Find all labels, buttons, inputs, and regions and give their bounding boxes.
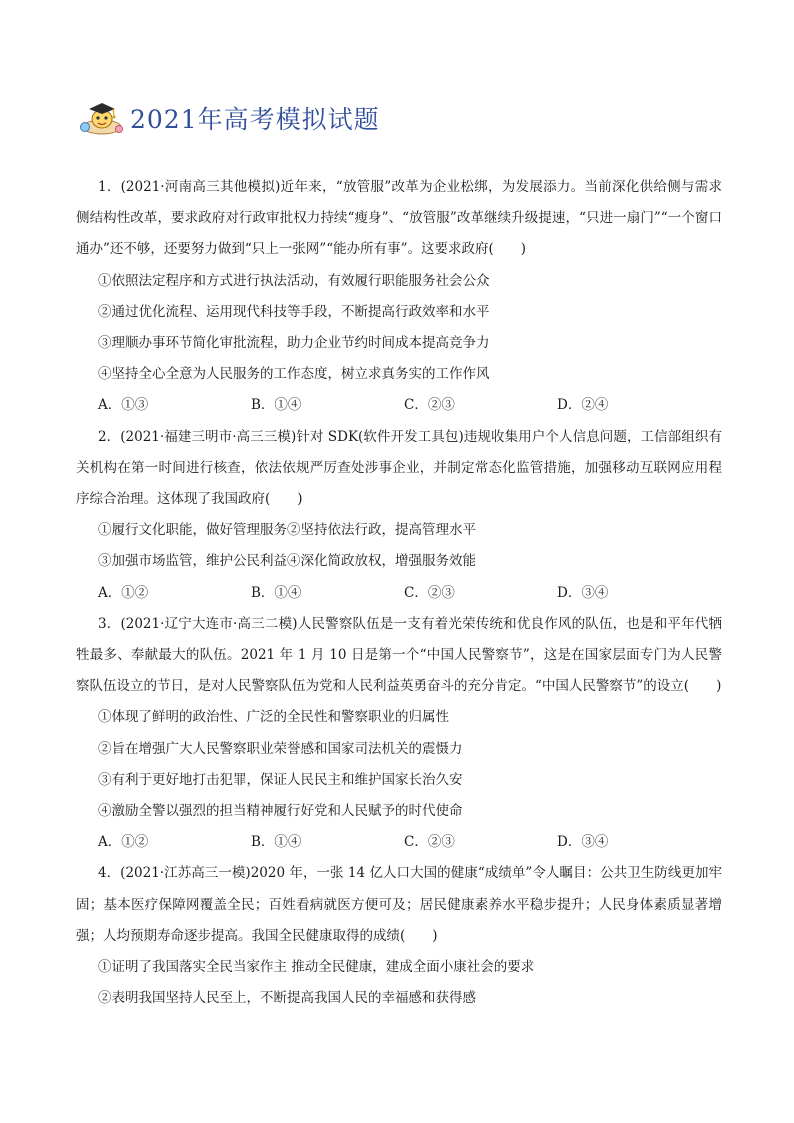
question-3 xyxy=(76,609,722,859)
question-stem: 4．(2021·江苏高三一模)2020 年，一张 14 亿人口大国的健康“成绩单”令人瞩目：公共卫生防线更加牢固；基本医疗保障网覆盖全民；百姓看病就医方便可及；居民健康素养水平稳步提升；人民身体素质显著增强；人均预期寿命逐步提高。我国全民健康取得的成绩( ) xyxy=(76,865,722,944)
answer-choice-b: B．①④ xyxy=(251,584,302,601)
answer-choice-a: A．①② xyxy=(98,834,149,851)
answer-choice-c: C．②③ xyxy=(404,834,455,851)
question-list xyxy=(76,172,722,1014)
question-option: ③理顺办事环节简化审批流程，助力企业节约时间成本提高竞争力 xyxy=(98,335,490,352)
question-stem: 2．(2021·福建三明市·高三三模)针对 SDK(软件开发工具包)违规收集用户个人信息问题，工信部组织有关机构在第一时间进行核查，依法依规严厉查处涉事企业，并制定常态化监管措施，加强移动互联网应用程序综合治理。这体现了我国政府( ) xyxy=(76,428,722,508)
question-option: ③加强市场监管，维护公民利益④深化简政放权，增强服务效能 xyxy=(98,553,476,570)
answer-choice-c: C．②③ xyxy=(404,397,455,414)
question-option: ④激励全警以强烈的担当精神履行好党和人民赋予的时代使命 xyxy=(98,803,463,820)
answer-choice-a: A．①② xyxy=(98,584,149,601)
question-2 xyxy=(76,422,722,609)
answer-choices xyxy=(98,827,722,858)
question-1 xyxy=(76,172,722,422)
question-option: ②通过优化流程、运用现代科技等手段，不断提高行政效率和水平 xyxy=(98,303,490,320)
page-header xyxy=(76,96,380,140)
answer-choice-d: D．③④ xyxy=(557,584,609,601)
question-option: ③有利于更好地打击犯罪，保证人民民主和维护国家长治久安 xyxy=(98,771,463,788)
question-option: ④坚持全心全意为人民服务的工作态度，树立求真务实的工作作风 xyxy=(98,366,490,383)
answer-choice-b: B．①④ xyxy=(251,834,302,851)
answer-choice-a: A．①③ xyxy=(98,397,149,414)
answer-choice-b: B．①④ xyxy=(251,397,302,414)
question-option: ①履行文化职能，做好管理服务②坚持依法行政，提高管理水平 xyxy=(98,522,476,539)
question-4 xyxy=(76,858,722,1014)
question-stem: 1．(2021·河南高三其他模拟)近年来，“放管服”改革为企业松绑，为发展添力。当前深化供给侧与需求侧结构性改革，要求政府对行政审批权力持续“瘦身”、“放管服”改革继续升级提速，“只进一扇门”“一个窗口通办”还不够，还要努力做到“只上一张网”“能办所有事”。这要求政府( ) xyxy=(76,179,722,258)
answer-choice-d: D．③④ xyxy=(557,834,609,851)
question-option: ②旨在增强广大人民警察职业荣誉感和国家司法机关的震慑力 xyxy=(98,740,463,757)
question-stem: 3．(2021·辽宁大连市·高三二模)人民警察队伍是一支有着光荣传统和优良作风的队伍，也是和平年代牺牲最多、奉献最大的队伍。2021 年 1 月 10 日是第一个“中国人民警察节”，这是在国家层面专门为人民警察队伍设立的节日，是对人民警察队伍为党和人民利益英勇奋斗的充分肯定。“中国人民警察节”的设立( ) xyxy=(76,615,722,695)
answer-choice-d: D．②④ xyxy=(557,397,609,414)
answer-choices xyxy=(98,390,722,421)
question-option: ①证明了我国落实全民当家作主 推动全民健康，建成全面小康社会的要求 xyxy=(98,959,535,976)
document-title: 2021年高考模拟试题 xyxy=(130,105,380,134)
answer-choices xyxy=(98,578,722,609)
answer-choice-c: C．②③ xyxy=(404,584,455,601)
question-option: ①体现了鲜明的政治性、广泛的全民性和警察职业的归属性 xyxy=(98,709,449,726)
question-option: ①依照法定程序和方式进行执法活动，有效履行职能服务社会公众 xyxy=(98,272,490,289)
question-option: ②表明我国坚持人民至上，不断提高我国人民的幸福感和获得感 xyxy=(98,990,476,1007)
graduate-mascot-icon xyxy=(76,98,126,138)
